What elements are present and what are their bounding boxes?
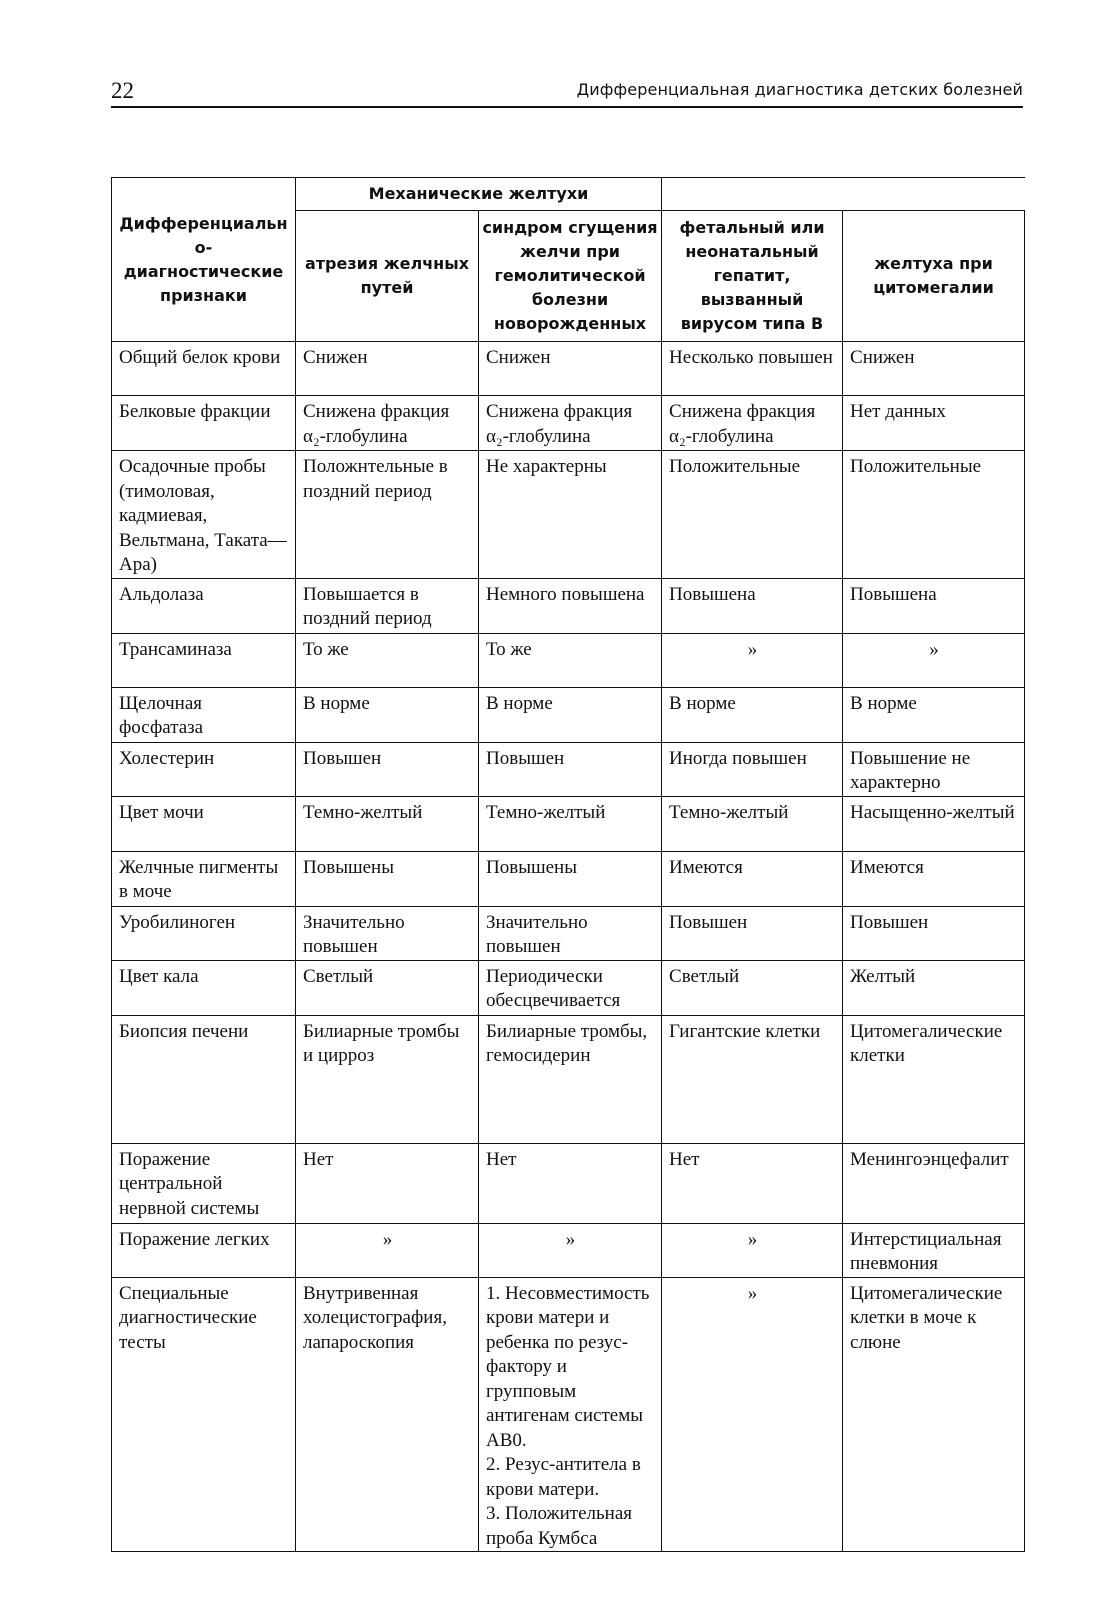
row-label: Общий белок крови [112, 342, 296, 396]
column-header: синдром сгущения желчи при гемолитической болезни новорожденных [479, 211, 662, 342]
table-cell: В норме [662, 687, 843, 742]
table-cell: » [843, 633, 1025, 687]
table-cell: Желтый [843, 960, 1025, 1015]
table-cell: Билиарные тромбы и цирроз [296, 1015, 479, 1143]
row-label: Биопсия печени [112, 1015, 296, 1143]
table-cell: Периодически обесцвечивается [479, 960, 662, 1015]
table-cell: Нет данных [843, 396, 1025, 451]
table-cell: Немного повышена [479, 578, 662, 633]
table-cell: Снижен [296, 342, 479, 396]
table-cell: Насыщенно-желтый [843, 796, 1025, 851]
table-row [112, 451, 1025, 579]
table-cell: Гигантские клетки [662, 1015, 843, 1143]
group-header-blank [662, 178, 1025, 211]
column-header: фетальный или неонатальный гепатит, вызванный вирусом типа В [662, 211, 843, 342]
table-cell: Повышена [662, 578, 843, 633]
table-row [112, 396, 1025, 451]
table-cell: Интерстициальная пневмония [843, 1223, 1025, 1277]
table-cell: Снижена фракция α₂-глобулина [662, 396, 843, 451]
table-cell: Нет [296, 1143, 479, 1223]
table-cell: Снижен [843, 342, 1025, 396]
table-cell: Нет [479, 1143, 662, 1223]
row-label: Желчные пигменты в моче [112, 851, 296, 906]
column-header: атрезия желчных путей [296, 211, 479, 342]
differential-diagnosis-table [111, 177, 1025, 1552]
table-row [112, 1143, 1025, 1223]
table-row [112, 906, 1025, 960]
row-label: Щелочная фосфатаза [112, 687, 296, 742]
table-cell: Темно-желтый [296, 796, 479, 851]
row-label: Поражение легких [112, 1223, 296, 1277]
row-label: Альдолаза [112, 578, 296, 633]
table-cell: Повышается в поздний период [296, 578, 479, 633]
row-label: Цвет кала [112, 960, 296, 1015]
table-row [112, 1223, 1025, 1277]
table-cell: То же [296, 633, 479, 687]
table-row [112, 742, 1025, 796]
table-cell: Повышение не характерно [843, 742, 1025, 796]
table-cell: » [479, 1223, 662, 1277]
table-cell: Повышен [479, 742, 662, 796]
table-cell: Повышены [479, 851, 662, 906]
table-cell: Нет [662, 1143, 843, 1223]
page-header [111, 72, 1023, 108]
table-cell: Снижен [479, 342, 662, 396]
row-label: Уробилиноген [112, 906, 296, 960]
running-title: Дифференциальная диагностика детских болезней [576, 80, 1023, 99]
table-row [112, 851, 1025, 906]
table-row [112, 960, 1025, 1015]
table-row [112, 1277, 1025, 1552]
table-cell: Снижена фракция α₂-глобулина [479, 396, 662, 451]
table-cell: Значительно повышен [296, 906, 479, 960]
table-cell: Имеются [662, 851, 843, 906]
table-cell: Повышены [296, 851, 479, 906]
table-cell: Несколько повышен [662, 342, 843, 396]
row-label: Специальные диагностические тесты [112, 1277, 296, 1552]
table-cell: Цитомегалические клетки в моче к слюне [843, 1277, 1025, 1552]
table-cell: Повышен [296, 742, 479, 796]
row-label: Осадочные пробы (тимоловая, кадмиевая, Вельтмана, Таката—Ара) [112, 451, 296, 579]
table-cell: 1. Несовместимость крови матери и ребенка по резус-фактору и групповым антигенам системы АВ0. 2. Резус-антитела в крови матери. 3. Положительная проба Кумбса [479, 1277, 662, 1552]
table-cell: » [662, 633, 843, 687]
table-cell: Положительные [843, 451, 1025, 579]
table-cell: Светлый [296, 960, 479, 1015]
table-cell: Снижена фракция α₂-глобулина [296, 396, 479, 451]
table-cell: То же [479, 633, 662, 687]
table-cell: Иногда повышен [662, 742, 843, 796]
table-row [112, 342, 1025, 396]
table-cell: » [662, 1277, 843, 1552]
table-cell: Цитомегалические клетки [843, 1015, 1025, 1143]
table-cell: Менингоэнцефалит [843, 1143, 1025, 1223]
table-cell: Билиарные тромбы, гемосидерин [479, 1015, 662, 1143]
table-cell: Повышена [843, 578, 1025, 633]
row-header-cell: Дифференциально-диагностические признаки [112, 178, 296, 342]
table-cell: В норме [479, 687, 662, 742]
table-row [112, 687, 1025, 742]
table-cell: Положительные [662, 451, 843, 579]
table-row [112, 578, 1025, 633]
table-cell: Темно-желтый [662, 796, 843, 851]
table-cell: Повышен [662, 906, 843, 960]
table-cell: Внутривенная холецистография, лапароскопия [296, 1277, 479, 1552]
table-cell: Темно-желтый [479, 796, 662, 851]
row-label: Трансаминаза [112, 633, 296, 687]
row-label: Цвет мочи [112, 796, 296, 851]
table-cell: Светлый [662, 960, 843, 1015]
table-cell: Значительно повышен [479, 906, 662, 960]
table-row [112, 633, 1025, 687]
group-header-mechanical-jaundice: Механические желтухи [296, 178, 662, 211]
column-header: желтуха при цитомегалии [843, 211, 1025, 342]
table-cell: В норме [843, 687, 1025, 742]
table-cell: Имеются [843, 851, 1025, 906]
table-cell: Положнтельные в поздний период [296, 451, 479, 579]
table-cell: » [296, 1223, 479, 1277]
row-label: Белковые фракции [112, 396, 296, 451]
table-row [112, 1015, 1025, 1143]
table-row [112, 796, 1025, 851]
table-cell: В норме [296, 687, 479, 742]
row-label: Поражение центральной нервной системы [112, 1143, 296, 1223]
page-number: 22 [111, 78, 134, 103]
row-label: Холестерин [112, 742, 296, 796]
table-cell: Повышен [843, 906, 1025, 960]
table-cell: Не характерны [479, 451, 662, 579]
table-cell: » [662, 1223, 843, 1277]
